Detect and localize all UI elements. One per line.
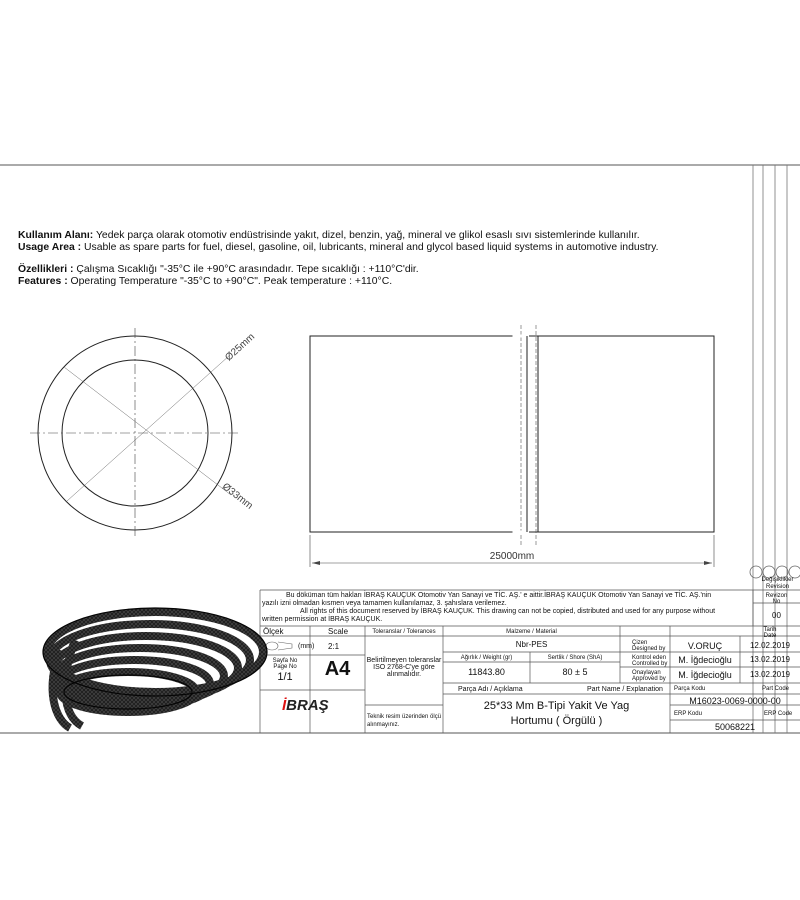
- revision-no-en: No: [772, 599, 781, 605]
- designed-by: V.ORUÇ: [687, 641, 723, 651]
- copyright-line-1: Bu döküman tüm hakları İBRAŞ KAUÇUK Otomotiv Yan Sanayi ve TİC. AŞ.' e aittir.İBRAŞ KAUÇUK Otomotiv Yan Sanayi ve TİC. AŞ.'nin: [286, 592, 712, 599]
- revision-header-en: Revision: [765, 584, 789, 590]
- features-en: Features : Operating Temperature "-35°C to +90°C". Peak temperature : +110°C.: [18, 276, 393, 287]
- approved-by: M. İğdecioğlu: [678, 670, 732, 680]
- tech-note-line-1: Teknik resim üzerinden ölçü: [367, 714, 442, 720]
- weight-label: Ağırlık / Weight (gr): [460, 655, 513, 661]
- page-label-en: Page No: [273, 664, 297, 670]
- scale-label-tr: Ölçek: [263, 627, 284, 636]
- material-header: Malzeme / Material: [506, 629, 557, 635]
- company-logo: İBRAŞ: [282, 697, 329, 714]
- designed-label-tr: Çizen: [632, 640, 648, 646]
- copyright-line-4: written permission at İBRAŞ KAUÇUK.: [262, 616, 383, 623]
- unit-ruler-icon: [266, 642, 292, 650]
- part-name-line-2: Hortumu ( Örgülü ): [510, 715, 603, 727]
- approved-label-tr: Onaylayan: [632, 670, 661, 676]
- approved-date: 13.02.2019: [749, 670, 791, 679]
- side-view: [310, 325, 714, 567]
- designed-date: 12.02.2019: [749, 641, 791, 650]
- erp-code-label-tr: ERP Kodu: [674, 711, 702, 717]
- tolerance-line-1: Belirtilmeyen toleranslar: [366, 657, 442, 664]
- usage-en: Usage Area : Usable as spare parts for fuel, diesel, gasoline, oil, lubricants, mineral and glycol based liquid systems in automotive industry.: [18, 242, 659, 253]
- inner-diameter-label: Ø25mm: [223, 331, 258, 364]
- part-name-label-tr: Parça Adı / Açıklama: [458, 686, 523, 693]
- revision-no-tr: Revizon: [765, 593, 788, 599]
- part-name-line-1: 25*33 Mm B-Tipi Yakit Ve Yag: [483, 700, 630, 712]
- part-code: M16023-0069-0000-00: [689, 696, 781, 706]
- page-value: 1/1: [277, 671, 293, 683]
- section-view: [30, 328, 240, 538]
- controlled-label-tr: Kontrol eden: [632, 655, 667, 661]
- features-tr: Özellikleri : Çalışma Sıcaklığı "-35°C ile +90°C arasındadır. Tepe sıcaklığı : +110°C'dir.: [18, 264, 419, 275]
- tech-note-line-2: alınmayınız.: [367, 722, 400, 728]
- erp-code: 50068221: [714, 722, 756, 732]
- tolerance-header: Toleranslar / Tolerances: [372, 629, 436, 635]
- hardness-value: 80 ± 5: [562, 667, 588, 677]
- designed-label-en: Designed by: [632, 646, 666, 652]
- revision-date-en: Date: [763, 633, 777, 639]
- revision-date-tr: Tarih: [763, 627, 777, 633]
- revision-header-tr: Değişiklikler: [761, 577, 794, 583]
- part-code-label-en: Part Code: [762, 686, 790, 692]
- part-code-label-tr: Parça Kodu: [674, 686, 706, 692]
- controlled-label-en: Controlled by: [632, 661, 668, 667]
- scale-label-en: Scale: [328, 627, 349, 636]
- material-value: Nbr-PES: [515, 640, 548, 649]
- erp-code-label-en: ERP Code: [764, 711, 793, 717]
- revision-no: 00: [772, 611, 781, 620]
- outer-diameter-label: Ø33mm: [219, 481, 255, 512]
- part-name-label-en: Part Name / Explanation: [587, 686, 663, 693]
- paper-size: A4: [324, 658, 351, 680]
- copyright-line-2: yazılı izni olmadan kısmen veya tamamen kullanılamaz, 3. şahıslara verilemez.: [262, 600, 507, 607]
- hardness-label: Sertlik / Shore (ShA): [547, 655, 603, 661]
- scale-value: 2:1: [328, 642, 340, 651]
- approved-label-en: Approved by: [632, 676, 666, 682]
- weight-value: 11843.80: [468, 667, 505, 677]
- copyright-line-3: All rights of this document reserved by İBRAŞ KAUÇUK. This drawing can not be copied, distributed and used for any purpose without: [300, 608, 716, 615]
- tolerance-line-3: alınmalıdır.: [386, 671, 422, 678]
- tolerance-line-2: ISO 2768-C'ye göre: [373, 664, 435, 671]
- controlled-by: M. İğdecioğlu: [678, 655, 732, 665]
- usage-tr: Kullanım Alanı: Yedek parça olarak otomotiv endüstrisinde yakıt, dizel, benzin, yağ, mineral ve glikol esaslı sıvı sistemlerinde kullanılır.: [18, 230, 640, 241]
- notes: [18, 230, 718, 288]
- length-label: 25000mm: [489, 551, 535, 562]
- unit-label: (mm): [298, 643, 315, 650]
- page-label-tr: Sayfa No: [272, 658, 298, 664]
- controlled-date: 13.02.2019: [749, 655, 791, 664]
